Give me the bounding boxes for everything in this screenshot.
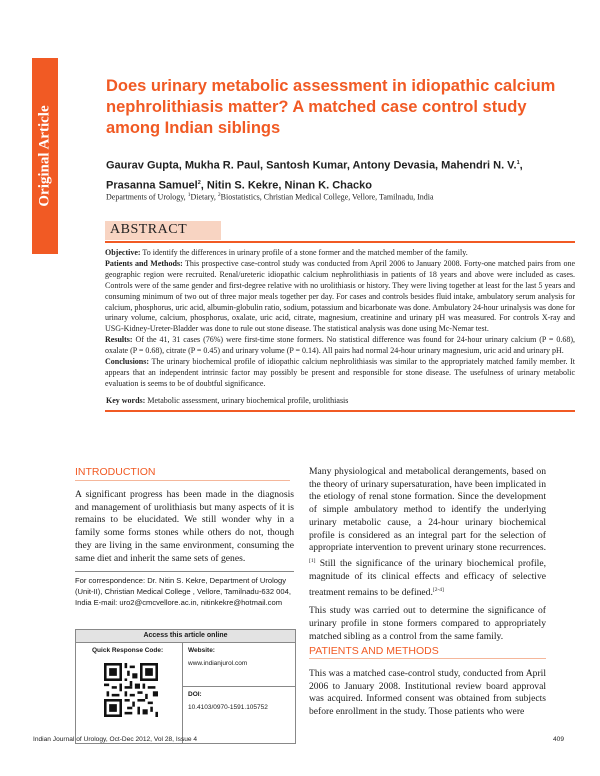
keywords — [106, 396, 566, 405]
abstract-conclusions — [105, 357, 575, 390]
correspondence — [75, 576, 294, 608]
affiliation-sup: 2 — [217, 192, 221, 198]
website-link[interactable]: www.indianjurol.com — [188, 660, 248, 667]
abstract-label: Patients and Methods: — [105, 258, 183, 268]
abstract-body — [105, 248, 575, 390]
keywords-text: Metabolic assessment, urinary biochemical profile, urolithiasis — [145, 396, 349, 405]
article-title: Does urinary metabolic assessment in idiopathic calcium nephrolithiasis matter? A matched case control study among Indian siblings — [106, 77, 556, 137]
keywords-label: Key words: — [106, 396, 146, 405]
author-list — [106, 155, 576, 194]
abstract-text: This prospective case-control study was conducted from April 2006 to January 2008. Forty-one matched pairs from one geographic region were recruited. Renal/ureteric idiopathic calcium nephrolithiasis in patients of 18 years and above were included as cases. Controls were of the same gender and first-degree relative with no urolithiasis or history. They were living together at least for the last 5 years and consuming minimum of two out of three major meals together per day. For cases and controls besides fluid intake, ambulatory serum analysis for calcium, phosphorus, uric acid, albumin-globulin ratio, sodium, potassium and bicarbonate was done. Ambulatory 24-hour urinalysis was done for urinary volume, calcium, phosphorus, oxalate, uric acid, citrate, magnesium, creatinine and urinary pH was measured. For controls X-ray and USG-Kidney-Ureter-Bladder was done to rule out stone disease. The statistical analysis was done using Mc-Nemar test. — [105, 258, 575, 334]
affiliation-part: Dietary, — [190, 192, 218, 202]
correspondence-text: Dr. Nitin S. Kekre, Department of Urology (Unit-II), Christian Medical College , Vellore, Tamilnadu-632 004, India E-mail: uro2@cmcvellore.ac.in, nitinkekre@hotmail.com — [75, 576, 291, 607]
page-number: 409 — [552, 736, 564, 743]
affiliation-part: Biostatistics, Christian Medical College, Vellore, Tamilnadu, India — [220, 192, 434, 202]
body-text: Many physiological and metabolical derangements, based on the theory of urinary supersaturation, have been implicated in the etiology of renal stone formation. Since the development of simple ambulatory method to identify the underlying urinary metabolic cause, a 24-hour urinary biochemical profile is considered as an integral part for the selection of appropriate intervention to prevent urinary stone recurrences. — [309, 466, 546, 554]
article-type-label: Original Article — [36, 105, 53, 207]
introduction-text: A significant progress has been made in the diagnosis and management of urolithiasis but many aspects of it is remains to be elucidated. We still wonder why in a family some forms stones while others do not, though they are living in the same environment, consuming the same diet and inherit the same sets of genes. — [75, 489, 294, 564]
right-para-2: This study was carried out to determine the significance of urinary profile in stone formers compared to appropriately matched sibling as a control from the same family. — [309, 605, 546, 642]
abstract-results — [105, 335, 575, 357]
introduction-heading: INTRODUCTION — [75, 466, 156, 478]
affiliation-part: Departments of Urology, — [106, 192, 188, 202]
abstract-text: To identify the differences in urinary profile of a stone former and the matched member of the family. — [140, 248, 468, 257]
citation[interactable]: [2-4] — [432, 586, 444, 593]
journal-footer: Indian Journal of Urology, Oct-Dec 2012, Vol 28, Issue 4 — [33, 736, 198, 743]
access-online-box — [75, 629, 296, 744]
patients-methods-divider — [309, 658, 546, 659]
website-row — [183, 643, 295, 687]
author-line-1-end: , — [519, 159, 523, 172]
correspondence-divider — [75, 571, 294, 572]
qr-cell — [76, 643, 183, 743]
doi-row — [183, 687, 295, 711]
doi-label: DOI: — [188, 691, 202, 698]
abstract-label: Objective: — [105, 248, 141, 257]
website-label: Website: — [188, 647, 215, 654]
info-cell — [183, 643, 295, 743]
author-line-2-end: , Nitin S. Kekre, Ninan K. Chacko — [200, 179, 372, 192]
qr-code-icon[interactable] — [104, 663, 158, 717]
abstract-label: Results: — [105, 335, 133, 345]
correspondence-label: For correspondence: — [75, 576, 146, 585]
abstract-divider — [105, 241, 575, 243]
author-line-1: Gaurav Gupta, Mukha R. Paul, Santosh Kumar, Antony Devasia, Mahendri N. V. — [106, 159, 517, 172]
access-heading: Access this article online — [76, 630, 295, 643]
abstract-patients — [105, 259, 575, 335]
qr-label: Quick Response Code: — [92, 647, 164, 654]
body-text: Still the significance of the urinary biochemical profile, magnitude of its clinical effects and efficacy of selective treatment remains to be defined. — [309, 558, 546, 598]
patients-methods-text: This was a matched case-control study, conducted from April 2006 to January 2008. Institutional review board approval was acquired. Informed consent was obtained from subjects before enrollment in the study. Those patients who were — [309, 668, 546, 718]
abstract-text: The urinary biochemical profile of idiopathic calcium nephrolithiasis was similar to the appropriately matched family member. It appears that an independent intrinsic factor may possibly be present and responsible for stone disease. The usefulness of urinary metabolic evaluation is seems to be of doubtful significance. — [105, 357, 575, 388]
affiliation — [106, 192, 576, 202]
doi-link[interactable]: 10.4103/0970-1591.105752 — [188, 704, 268, 711]
author-sup-2: 2 — [197, 179, 201, 186]
patients-methods-heading: PATIENTS AND METHODS — [309, 645, 439, 657]
abstract-label: Conclusions: — [105, 357, 150, 367]
affiliation-sup: 1 — [187, 192, 191, 198]
abstract-objective — [105, 248, 575, 259]
right-column — [309, 466, 546, 644]
author-sup-1: 1 — [516, 160, 520, 166]
citation[interactable]: [1] — [309, 557, 316, 564]
author-line-2: Prasanna Samuel — [106, 179, 198, 192]
introduction-divider — [75, 480, 290, 481]
abstract-heading: ABSTRACT — [110, 222, 188, 237]
keywords-divider — [105, 410, 575, 412]
right-para-1 — [309, 466, 546, 599]
article-type-sidebar — [32, 58, 58, 254]
abstract-text: Of the 41, 31 cases (76%) were first-time stone formers. No statistical difference was found for 24-hour urinary calcium (P = 0.68), oxalate (P = 0.68), citrate (P = 0.45) and urinary volume (P = 0.14). All pairs had normal 24-hour urinary magnesium, uric acid and urinary pH. — [105, 335, 575, 356]
